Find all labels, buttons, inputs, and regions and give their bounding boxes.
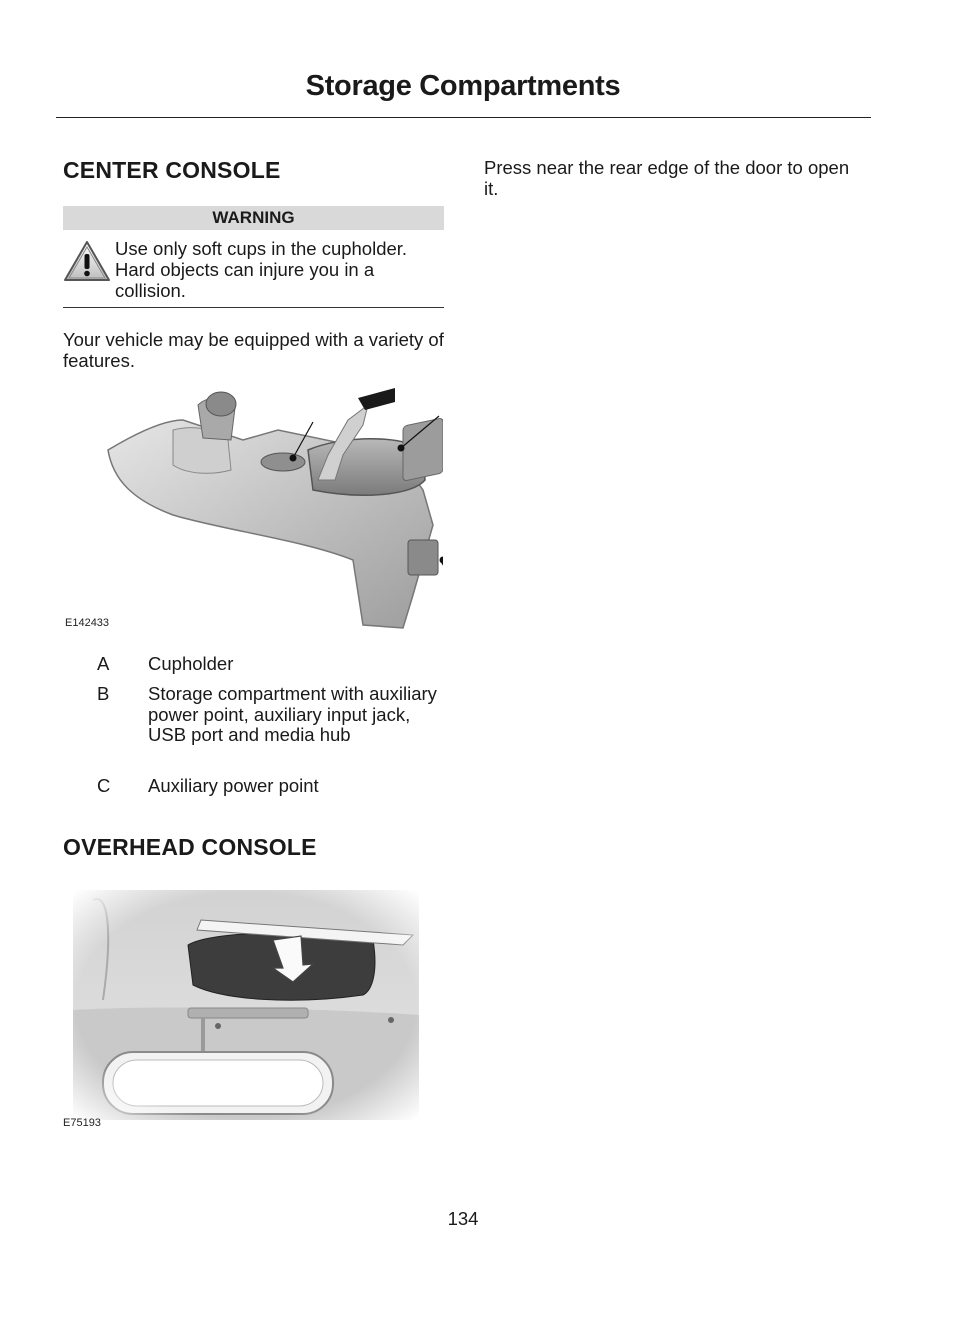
- center-console-heading: CENTER CONSOLE: [63, 157, 281, 183]
- legend-key: C: [97, 775, 111, 796]
- page-number: 134: [447, 1208, 479, 1229]
- warning-label: WARNING: [63, 206, 444, 230]
- right-column: [484, 157, 864, 199]
- overhead-instruction: Press near the rear edge of the door to open it.: [484, 157, 850, 199]
- page-title: Storage Compartments: [305, 70, 621, 102]
- legend-text: Auxiliary power point: [148, 775, 319, 796]
- warning-divider: [63, 307, 444, 308]
- center-console-illustration: [103, 380, 443, 630]
- intro-paragraph: Your vehicle may be equipped with a variety of features.: [63, 329, 444, 371]
- warning-text: Use only soft cups in the cupholder. Hard objects can injure you in a collision.: [115, 238, 408, 301]
- legend-text: Storage compartment with auxiliary power point, auxiliary input jack, USB port and media hub: [148, 683, 437, 745]
- overhead-console-illustration: [73, 890, 419, 1120]
- figure-code-e75193: E75193: [63, 1117, 101, 1129]
- legend-key: A: [97, 653, 110, 674]
- figure-code-e142433: E142433: [65, 617, 110, 629]
- title-divider: [56, 117, 871, 118]
- overhead-console-heading: OVERHEAD CONSOLE: [63, 834, 317, 860]
- legend-text: Cupholder: [148, 653, 234, 674]
- legend-key: B: [97, 683, 110, 704]
- warning-triangle-icon: [63, 240, 111, 282]
